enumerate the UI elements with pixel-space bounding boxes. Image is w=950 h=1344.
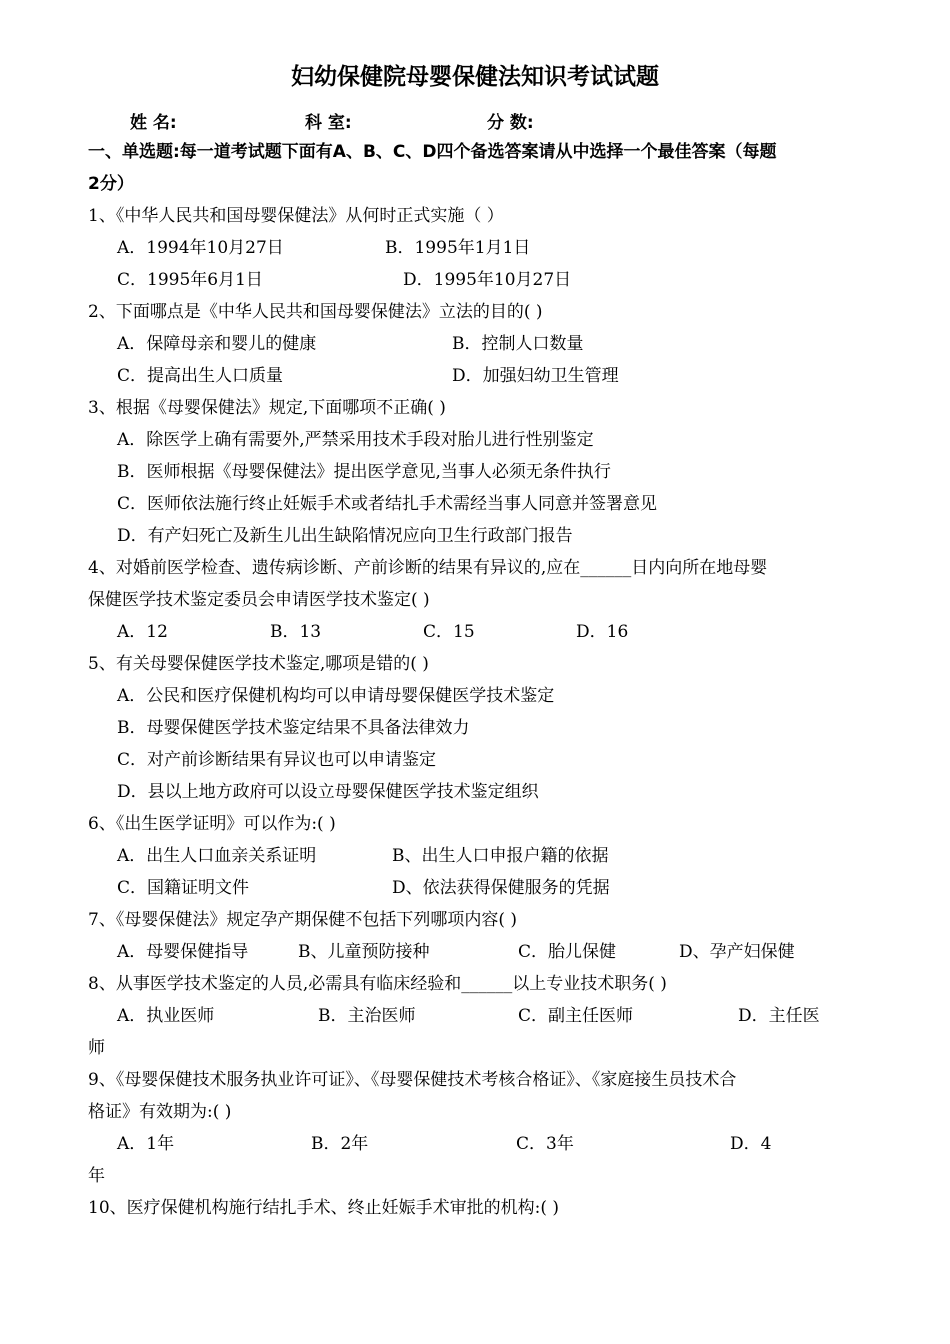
q6-option-d: D、依法获得保健服务的凭据 <box>392 878 610 898</box>
question-4-cont: 保健医学技术鉴定委员会申请医学技术鉴定( ) <box>88 590 430 610</box>
question-1: 1、《中华人民共和国母婴保健法》从何时正式实施（ ） <box>88 206 504 226</box>
q5-option-c: C．对产前诊断结果有异议也可以申请鉴定 <box>117 750 437 770</box>
q7-option-c: C．胎儿保健 <box>518 942 617 962</box>
q6-option-a: A．出生人口血亲关系证明 <box>117 846 317 866</box>
q8-option-d-cont: 师 <box>88 1038 105 1058</box>
q4-option-d: D．16 <box>576 622 629 642</box>
q8-option-d: D．主任医 <box>738 1006 820 1026</box>
question-4: 4、对婚前医学检查、遗传病诊断、产前诊断的结果有异议的,应在______日内向所在地母婴 <box>88 558 768 578</box>
q1-option-d: D．1995年10月27日 <box>403 270 572 290</box>
q2-option-a: A．保障母亲和婴儿的健康 <box>117 334 317 354</box>
q3-option-a: A．除医学上确有需要外,严禁采用技术手段对胎儿进行性别鉴定 <box>117 430 594 450</box>
q6-option-c: C．国籍证明文件 <box>117 878 250 898</box>
dept-field-label: 科 室: <box>305 113 352 133</box>
name-field-label: 姓 名: <box>130 113 177 133</box>
question-2: 2、下面哪点是《中华人民共和国母婴保健法》立法的目的( ) <box>88 302 543 322</box>
q2-option-b: B．控制人口数量 <box>452 334 584 354</box>
q2-option-c: C．提高出生人口质量 <box>117 366 284 386</box>
q7-option-d: D、孕产妇保健 <box>679 942 795 962</box>
q3-option-c: C．医师依法施行终止妊娠手术或者结扎手术需经当事人同意并签署意见 <box>117 494 658 514</box>
question-3: 3、根据《母婴保健法》规定,下面哪项不正确( ) <box>88 398 446 418</box>
section-heading: 一、单选题:每一道考试题下面有A、B、C、D四个备选答案请从中选择一个最佳答案（每题 <box>88 142 777 162</box>
q7-option-a: A．母婴保健指导 <box>117 942 249 962</box>
q8-option-a: A．执业医师 <box>117 1006 215 1026</box>
q4-option-a: A．12 <box>117 622 168 642</box>
question-9-cont: 格证》有效期为:( ) <box>88 1102 232 1122</box>
q7-option-b: B、儿童预防接种 <box>298 942 430 962</box>
q8-option-b: B．主治医师 <box>318 1006 416 1026</box>
page-title: 妇幼保健院母婴保健法知识考试试题 <box>291 64 659 90</box>
question-7: 7、《母婴保健法》规定孕产期保健不包括下列哪项内容( ) <box>88 910 517 930</box>
q2-option-d: D．加强妇幼卫生管理 <box>452 366 619 386</box>
q3-option-b: B．医师根据《母婴保健法》提出医学意见,当事人必须无条件执行 <box>117 462 611 482</box>
q5-option-d: D．县以上地方政府可以设立母婴保健医学技术鉴定组织 <box>117 782 539 802</box>
q9-option-b: B．2年 <box>311 1134 369 1154</box>
q6-option-b: B、出生人口申报户籍的依据 <box>392 846 609 866</box>
q1-option-a: A．1994年10月27日 <box>117 238 284 258</box>
section-heading-cont: 2分） <box>88 174 134 194</box>
q1-option-c: C．1995年6月1日 <box>117 270 263 290</box>
q8-option-c: C．副主任医师 <box>518 1006 634 1026</box>
q1-option-b: B．1995年1月1日 <box>385 238 531 258</box>
q3-option-d: D．有产妇死亡及新生儿出生缺陷情况应向卫生行政部门报告 <box>117 526 573 546</box>
q9-option-d-cont: 年 <box>88 1166 105 1186</box>
q9-option-c: C．3年 <box>516 1134 574 1154</box>
question-10: 10、医疗保健机构施行结扎手术、终止妊娠手术审批的机构:( ) <box>88 1198 560 1218</box>
question-5: 5、有关母婴保健医学技术鉴定,哪项是错的( ) <box>88 654 429 674</box>
q9-option-d: D．4 <box>730 1134 772 1154</box>
q4-option-c: C．15 <box>423 622 475 642</box>
q5-option-a: A．公民和医疗保健机构均可以申请母婴保健医学技术鉴定 <box>117 686 555 706</box>
question-9: 9、《母婴保健技术服务执业许可证》、《母婴保健技术考核合格证》、《家庭接生员技术合 <box>88 1070 737 1090</box>
question-6: 6、《出生医学证明》可以作为:( ) <box>88 814 336 834</box>
q9-option-a: A．1年 <box>117 1134 175 1154</box>
q4-option-b: B．13 <box>270 622 322 642</box>
q5-option-b: B．母婴保健医学技术鉴定结果不具备法律效力 <box>117 718 470 738</box>
question-8: 8、从事医学技术鉴定的人员,必需具有临床经验和______以上专业技术职务( ) <box>88 974 667 994</box>
score-field-label: 分 数: <box>487 113 534 133</box>
